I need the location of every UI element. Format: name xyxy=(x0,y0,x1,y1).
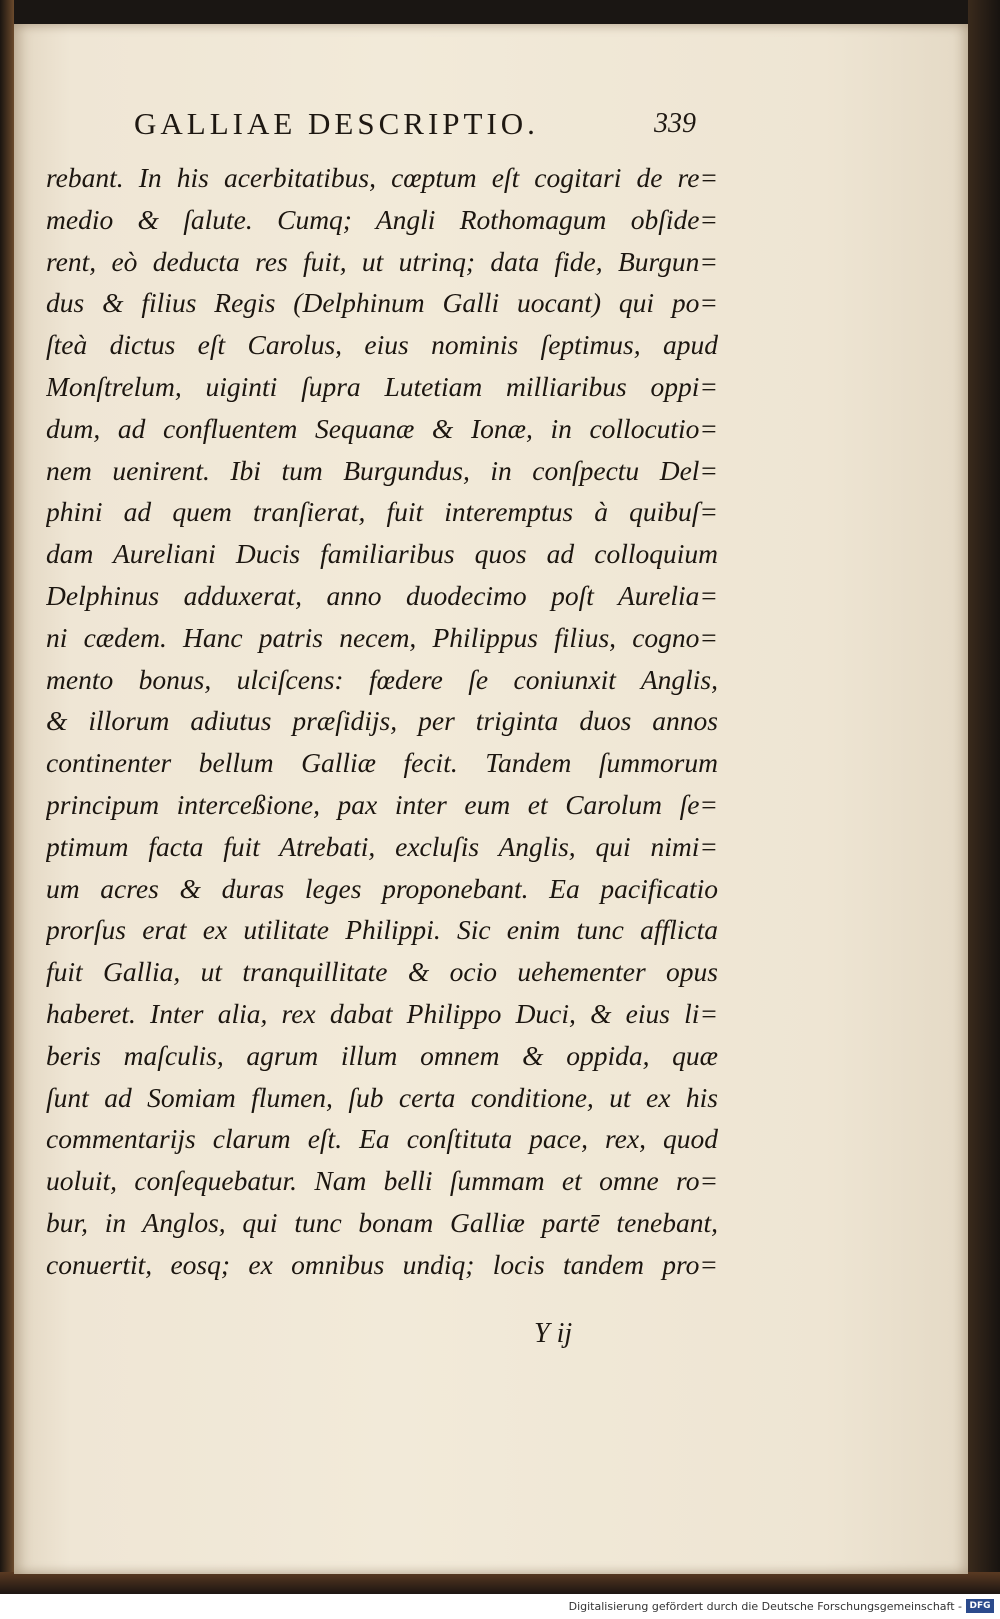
text-line: nem uenirent. Ibi tum Burgundus, in conſpectu Del= xyxy=(46,454,718,486)
text-line: fuit Gallia, ut tranquillitate & ocio uehementer opus xyxy=(46,956,718,988)
text-line: principum interceßione, pax inter eum et Carolum ſe= xyxy=(46,788,718,820)
scan-top-edge xyxy=(0,0,1000,26)
text-block xyxy=(46,157,718,1286)
text-line: Delphinus adduxerat, anno duodecimo poſt Aurelia= xyxy=(46,579,718,611)
text-line: dum, ad confluentem Sequanæ & Ionæ, in collocutio= xyxy=(46,412,718,444)
text-line: haberet. Inter alia, rex dabat Philippo Duci, & eius li= xyxy=(46,997,718,1029)
text-line: dam Aureliani Ducis familiaribus quos ad colloquium xyxy=(46,538,718,570)
footer-bar xyxy=(0,1594,1000,1619)
text-line: conuertit, eosq; ex omnibus undiq; locis tandem pro= xyxy=(46,1248,718,1280)
text-line: beris maſculis, agrum illum omnem & oppida, quæ xyxy=(46,1039,718,1071)
text-line: dus & filius Regis (Delphinum Galli uocant) qui po= xyxy=(46,287,718,319)
dfg-logo: DFG xyxy=(966,1599,994,1613)
funding-note: Digitalisierung gefördert durch die Deutsche Forschungsgemeinschaft - xyxy=(568,1600,962,1613)
text-line: prorſus erat ex utilitate Philippi. Sic enim tunc afflicta xyxy=(46,914,718,946)
text-line: uoluit, conſequebatur. Nam belli ſummam et omne ro= xyxy=(46,1165,718,1197)
signature-mark: Y ij xyxy=(534,1318,573,1349)
scan-bottom-edge xyxy=(0,1572,1000,1594)
text-line: phini ad quem tranſierat, fuit interemptus à quibuſ= xyxy=(46,496,718,528)
text-line: medio & ſalute. Cumq; Angli Rothomagum obſide= xyxy=(46,203,718,235)
text-line: rent, eò deducta res fuit, ut utrinq; data fide, Burgun= xyxy=(46,245,718,277)
book-binding-edge xyxy=(0,0,14,1590)
text-line: ſunt ad Somiam flumen, ſub certa conditione, ut ex his xyxy=(46,1081,718,1113)
text-line: Monſtrelum, uiginti ſupra Lutetiam milliaribus oppi= xyxy=(46,370,718,402)
running-head: GALLIAE DESCRIPTIO. xyxy=(134,106,539,141)
text-line: continenter bellum Galliæ fecit. Tandem ſummorum xyxy=(46,747,718,779)
text-line: um acres & duras leges proponebant. Ea pacificatio xyxy=(46,872,718,904)
book-fore-edge xyxy=(968,0,1000,1590)
text-line: rebant. In his acerbitatibus, cœptum eſt cogitari de re= xyxy=(46,162,718,193)
book-page xyxy=(14,24,968,1574)
text-line: ſteà dictus eſt Carolus, eius nominis ſeptimus, apud xyxy=(46,329,718,361)
text-line: & illorum adiutus præſidijs, per triginta duos annos xyxy=(46,705,718,737)
text-line: ptimum facta fuit Atrebati, excluſis Anglis, qui nimi= xyxy=(46,830,718,862)
text-line: bur, in Anglos, qui tunc bonam Galliæ partē tenebant, xyxy=(46,1206,718,1238)
page-number: 339 xyxy=(654,108,696,139)
text-line: commentarijs clarum eſt. Ea conſtituta pace, rex, quod xyxy=(46,1123,718,1155)
text-line: ni cædem. Hanc patris necem, Philippus filius, cogno= xyxy=(46,621,718,653)
text-line: mento bonus, ulciſcens: fœdere ſe coniunxit Anglis, xyxy=(46,663,718,695)
